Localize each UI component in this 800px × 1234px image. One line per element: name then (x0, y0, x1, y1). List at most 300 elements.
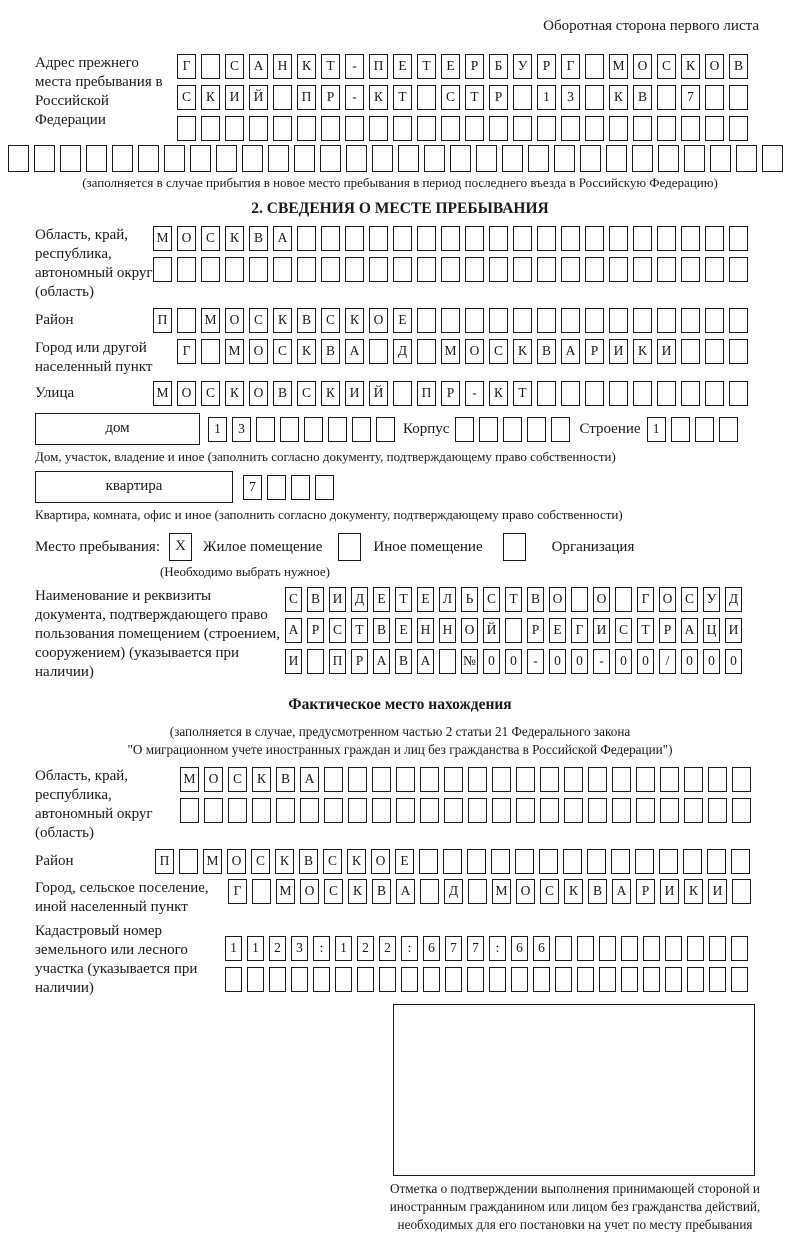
char-box[interactable]: Т (393, 85, 412, 110)
char-box[interactable] (709, 967, 726, 992)
char-box[interactable]: О (300, 879, 319, 904)
char-box[interactable] (585, 116, 604, 141)
char-box[interactable]: Р (351, 649, 368, 674)
char-box[interactable]: М (203, 849, 222, 874)
char-box[interactable] (729, 85, 748, 110)
char-box[interactable]: / (659, 649, 676, 674)
char-box[interactable] (632, 145, 653, 172)
char-box[interactable] (465, 116, 484, 141)
char-box[interactable] (705, 381, 724, 406)
char-box[interactable]: Т (505, 587, 522, 612)
char-box[interactable] (396, 798, 415, 823)
char-box[interactable] (393, 226, 412, 251)
char-box[interactable] (86, 145, 107, 172)
char-box[interactable]: И (657, 339, 676, 364)
char-box[interactable]: В (273, 381, 292, 406)
char-box[interactable] (537, 308, 556, 333)
char-box[interactable]: Д (444, 879, 463, 904)
char-box[interactable] (561, 381, 580, 406)
char-box[interactable] (537, 257, 556, 282)
char-box[interactable]: 7 (467, 936, 484, 961)
char-box[interactable] (8, 145, 29, 172)
char-box[interactable]: Т (465, 85, 484, 110)
char-box[interactable] (609, 257, 628, 282)
char-box[interactable] (585, 381, 604, 406)
char-box[interactable] (34, 145, 55, 172)
char-box[interactable]: Р (527, 618, 544, 643)
char-box[interactable]: Р (659, 618, 676, 643)
char-box[interactable]: А (345, 339, 364, 364)
char-box[interactable] (417, 257, 436, 282)
char-box[interactable]: Л (439, 587, 456, 612)
char-box[interactable] (398, 145, 419, 172)
char-box[interactable]: 7 (243, 475, 262, 500)
char-box[interactable] (225, 116, 244, 141)
char-box[interactable] (599, 936, 616, 961)
char-box[interactable]: М (276, 879, 295, 904)
char-box[interactable]: С (201, 226, 220, 251)
char-box[interactable] (441, 257, 460, 282)
char-box[interactable]: Т (513, 381, 532, 406)
char-box[interactable] (479, 417, 498, 442)
char-box[interactable] (516, 798, 535, 823)
char-box[interactable] (513, 257, 532, 282)
char-box[interactable]: : (489, 936, 506, 961)
char-box[interactable] (585, 54, 604, 79)
char-box[interactable] (502, 145, 523, 172)
char-box[interactable] (636, 767, 655, 792)
char-box[interactable] (420, 767, 439, 792)
char-box[interactable]: М (153, 226, 172, 251)
char-box[interactable]: 3 (291, 936, 308, 961)
char-box[interactable] (476, 145, 497, 172)
char-box[interactable]: 0 (571, 649, 588, 674)
char-box[interactable] (731, 967, 748, 992)
char-box[interactable]: Г (228, 879, 247, 904)
char-box[interactable]: О (249, 381, 268, 406)
char-box[interactable]: Т (637, 618, 654, 643)
char-box[interactable]: 6 (423, 936, 440, 961)
char-box[interactable]: М (441, 339, 460, 364)
char-box[interactable] (417, 116, 436, 141)
char-box[interactable]: К (633, 339, 652, 364)
char-box[interactable]: А (681, 618, 698, 643)
char-box[interactable] (345, 226, 364, 251)
char-box[interactable] (324, 798, 343, 823)
char-box[interactable]: Р (441, 381, 460, 406)
char-box[interactable] (348, 767, 367, 792)
char-box[interactable]: И (660, 879, 679, 904)
char-box[interactable]: В (588, 879, 607, 904)
char-box[interactable] (249, 116, 268, 141)
char-box[interactable] (372, 798, 391, 823)
char-box[interactable]: С (540, 879, 559, 904)
char-box[interactable]: С (297, 381, 316, 406)
char-box[interactable]: Т (321, 54, 340, 79)
char-box[interactable]: О (227, 849, 246, 874)
char-box[interactable] (249, 257, 268, 282)
char-box[interactable]: К (684, 879, 703, 904)
char-box[interactable] (660, 767, 679, 792)
char-box[interactable]: А (373, 649, 390, 674)
char-box[interactable]: Д (393, 339, 412, 364)
char-box[interactable] (633, 226, 652, 251)
char-box[interactable] (705, 308, 724, 333)
char-box[interactable]: И (345, 381, 364, 406)
char-box[interactable] (376, 417, 395, 442)
char-box[interactable]: С (615, 618, 632, 643)
char-box[interactable]: Д (351, 587, 368, 612)
char-box[interactable] (280, 417, 299, 442)
char-box[interactable]: В (527, 587, 544, 612)
char-box[interactable]: Е (395, 849, 414, 874)
char-box[interactable]: 7 (445, 936, 462, 961)
char-box[interactable] (216, 145, 237, 172)
char-box[interactable]: И (593, 618, 610, 643)
char-box[interactable]: : (401, 936, 418, 961)
char-box[interactable]: Е (393, 308, 412, 333)
char-box[interactable] (539, 849, 558, 874)
char-box[interactable]: М (225, 339, 244, 364)
char-box[interactable] (588, 767, 607, 792)
char-box[interactable]: 1 (647, 417, 666, 442)
char-box[interactable]: Г (177, 54, 196, 79)
char-box[interactable] (315, 475, 334, 500)
char-box[interactable]: - (465, 381, 484, 406)
char-box[interactable] (307, 649, 324, 674)
char-box[interactable]: И (725, 618, 742, 643)
char-box[interactable]: П (329, 649, 346, 674)
char-box[interactable]: Д (725, 587, 742, 612)
char-box[interactable]: Р (307, 618, 324, 643)
char-box[interactable]: С (483, 587, 500, 612)
char-box[interactable]: - (593, 649, 610, 674)
char-box[interactable] (489, 308, 508, 333)
char-box[interactable]: О (177, 226, 196, 251)
char-box[interactable] (577, 936, 594, 961)
char-box[interactable]: - (345, 85, 364, 110)
char-box[interactable] (201, 339, 220, 364)
char-box[interactable]: Е (393, 54, 412, 79)
char-box[interactable]: К (273, 308, 292, 333)
char-box[interactable]: С (228, 767, 247, 792)
char-box[interactable] (345, 257, 364, 282)
char-box[interactable]: О (225, 308, 244, 333)
char-box[interactable] (671, 417, 690, 442)
char-box[interactable]: 2 (379, 936, 396, 961)
char-box[interactable]: К (345, 308, 364, 333)
char-box[interactable]: В (373, 618, 390, 643)
char-box[interactable] (369, 257, 388, 282)
char-box[interactable]: В (321, 339, 340, 364)
char-box[interactable]: С (489, 339, 508, 364)
char-box[interactable] (297, 257, 316, 282)
char-box[interactable] (561, 116, 580, 141)
char-box[interactable] (681, 308, 700, 333)
char-box[interactable] (633, 381, 652, 406)
char-box[interactable]: У (513, 54, 532, 79)
char-box[interactable] (684, 798, 703, 823)
char-box[interactable]: А (612, 879, 631, 904)
char-box[interactable]: Ь (461, 587, 478, 612)
char-box[interactable]: 1 (537, 85, 556, 110)
char-box[interactable] (369, 226, 388, 251)
char-box[interactable] (513, 116, 532, 141)
char-box[interactable] (615, 587, 632, 612)
char-box[interactable]: Б (489, 54, 508, 79)
char-box[interactable]: 1 (247, 936, 264, 961)
char-box[interactable]: 0 (505, 649, 522, 674)
char-box[interactable]: И (285, 649, 302, 674)
char-box[interactable] (612, 767, 631, 792)
char-box[interactable] (537, 116, 556, 141)
char-box[interactable] (657, 381, 676, 406)
char-box[interactable]: Р (585, 339, 604, 364)
char-box[interactable]: Й (369, 381, 388, 406)
char-box[interactable] (417, 85, 436, 110)
char-box[interactable]: У (703, 587, 720, 612)
char-box[interactable]: Р (636, 879, 655, 904)
char-box[interactable]: Р (321, 85, 340, 110)
char-box[interactable] (540, 798, 559, 823)
char-box[interactable] (633, 116, 652, 141)
char-box[interactable] (401, 967, 418, 992)
char-box[interactable]: Е (417, 587, 434, 612)
char-box[interactable]: 0 (681, 649, 698, 674)
char-box[interactable] (580, 145, 601, 172)
char-box[interactable] (346, 145, 367, 172)
char-box[interactable] (177, 116, 196, 141)
char-box[interactable]: : (313, 936, 330, 961)
char-box[interactable] (684, 145, 705, 172)
char-box[interactable] (657, 257, 676, 282)
char-box[interactable]: Г (177, 339, 196, 364)
char-box[interactable] (687, 967, 704, 992)
char-box[interactable] (489, 116, 508, 141)
char-box[interactable]: К (489, 381, 508, 406)
char-box[interactable]: 2 (357, 936, 374, 961)
char-box[interactable] (681, 339, 700, 364)
char-box[interactable]: В (307, 587, 324, 612)
char-box[interactable] (633, 257, 652, 282)
char-box[interactable]: А (249, 54, 268, 79)
char-box[interactable]: С (201, 381, 220, 406)
char-box[interactable] (606, 145, 627, 172)
char-box[interactable] (369, 339, 388, 364)
char-box[interactable] (276, 798, 295, 823)
char-box[interactable] (577, 967, 594, 992)
char-box[interactable] (633, 308, 652, 333)
char-box[interactable] (555, 967, 572, 992)
char-box[interactable] (563, 849, 582, 874)
char-box[interactable]: П (297, 85, 316, 110)
char-box[interactable]: И (225, 85, 244, 110)
char-box[interactable] (294, 145, 315, 172)
char-box[interactable]: А (273, 226, 292, 251)
char-box[interactable] (379, 967, 396, 992)
char-box[interactable] (585, 226, 604, 251)
char-box[interactable] (467, 849, 486, 874)
char-box[interactable] (455, 417, 474, 442)
char-box[interactable] (372, 767, 391, 792)
char-box[interactable]: Й (483, 618, 500, 643)
char-box[interactable] (153, 257, 172, 282)
char-box[interactable]: 1 (335, 936, 352, 961)
char-box[interactable] (621, 967, 638, 992)
char-box[interactable]: А (300, 767, 319, 792)
char-box[interactable] (164, 145, 185, 172)
char-box[interactable] (252, 798, 271, 823)
char-box[interactable] (658, 145, 679, 172)
char-box[interactable] (511, 967, 528, 992)
char-box[interactable] (256, 417, 275, 442)
char-box[interactable] (468, 798, 487, 823)
char-box[interactable]: А (285, 618, 302, 643)
char-box[interactable] (571, 587, 588, 612)
char-box[interactable]: В (537, 339, 556, 364)
char-box[interactable] (683, 849, 702, 874)
char-box[interactable]: Т (395, 587, 412, 612)
char-box[interactable]: 3 (232, 417, 251, 442)
char-box[interactable] (513, 226, 532, 251)
char-box[interactable]: Р (465, 54, 484, 79)
char-box[interactable]: Н (417, 618, 434, 643)
char-box[interactable]: В (395, 649, 412, 674)
char-box[interactable]: К (252, 767, 271, 792)
char-box[interactable]: В (729, 54, 748, 79)
char-box[interactable] (681, 381, 700, 406)
char-box[interactable]: 0 (549, 649, 566, 674)
char-box[interactable] (489, 226, 508, 251)
char-box[interactable]: К (225, 381, 244, 406)
char-box[interactable]: О (593, 587, 610, 612)
char-box[interactable]: О (177, 381, 196, 406)
char-box[interactable]: С (177, 85, 196, 110)
char-box[interactable] (112, 145, 133, 172)
char-box[interactable] (445, 967, 462, 992)
char-box[interactable]: Е (395, 618, 412, 643)
char-box[interactable] (297, 116, 316, 141)
char-box[interactable] (505, 618, 522, 643)
char-box[interactable]: С (321, 308, 340, 333)
char-box[interactable] (420, 879, 439, 904)
char-box[interactable] (439, 649, 456, 674)
char-box[interactable]: 7 (681, 85, 700, 110)
checkbox-other-premises[interactable] (338, 533, 361, 561)
char-box[interactable]: О (633, 54, 652, 79)
char-box[interactable] (585, 257, 604, 282)
char-box[interactable] (177, 257, 196, 282)
char-box[interactable] (273, 257, 292, 282)
char-box[interactable] (357, 967, 374, 992)
checkbox-organization[interactable] (503, 533, 526, 561)
char-box[interactable] (352, 417, 371, 442)
char-box[interactable]: 1 (225, 936, 242, 961)
char-box[interactable] (291, 475, 310, 500)
char-box[interactable] (417, 308, 436, 333)
char-box[interactable] (201, 257, 220, 282)
char-box[interactable] (489, 967, 506, 992)
char-box[interactable] (492, 767, 511, 792)
char-box[interactable] (729, 226, 748, 251)
char-box[interactable]: О (705, 54, 724, 79)
char-box[interactable]: О (371, 849, 390, 874)
char-box[interactable] (585, 308, 604, 333)
char-box[interactable] (441, 226, 460, 251)
char-box[interactable] (681, 257, 700, 282)
char-box[interactable] (228, 798, 247, 823)
char-box[interactable] (657, 116, 676, 141)
char-box[interactable] (345, 116, 364, 141)
char-box[interactable] (513, 85, 532, 110)
char-box[interactable] (551, 417, 570, 442)
char-box[interactable] (705, 226, 724, 251)
char-box[interactable] (393, 381, 412, 406)
char-box[interactable] (328, 417, 347, 442)
char-box[interactable] (420, 798, 439, 823)
char-box[interactable] (708, 798, 727, 823)
char-box[interactable] (201, 54, 220, 79)
char-box[interactable] (665, 936, 682, 961)
char-box[interactable] (695, 417, 714, 442)
char-box[interactable] (762, 145, 783, 172)
char-box[interactable] (643, 967, 660, 992)
char-box[interactable] (443, 849, 462, 874)
char-box[interactable] (503, 417, 522, 442)
char-box[interactable] (612, 798, 631, 823)
char-box[interactable] (732, 798, 751, 823)
char-box[interactable] (588, 798, 607, 823)
char-box[interactable]: Т (351, 618, 368, 643)
char-box[interactable]: О (549, 587, 566, 612)
char-box[interactable]: К (321, 381, 340, 406)
char-box[interactable] (585, 85, 604, 110)
char-box[interactable] (705, 116, 724, 141)
char-box[interactable] (513, 308, 532, 333)
char-box[interactable] (643, 936, 660, 961)
char-box[interactable] (273, 116, 292, 141)
char-box[interactable] (621, 936, 638, 961)
char-box[interactable] (335, 967, 352, 992)
char-box[interactable]: К (348, 879, 367, 904)
char-box[interactable] (732, 767, 751, 792)
char-box[interactable]: - (345, 54, 364, 79)
char-box[interactable] (60, 145, 81, 172)
char-box[interactable] (491, 849, 510, 874)
char-box[interactable] (267, 475, 286, 500)
char-box[interactable]: О (516, 879, 535, 904)
char-box[interactable] (657, 308, 676, 333)
char-box[interactable]: С (681, 587, 698, 612)
char-box[interactable]: А (396, 879, 415, 904)
char-box[interactable] (321, 116, 340, 141)
char-box[interactable] (313, 967, 330, 992)
char-box[interactable]: 3 (561, 85, 580, 110)
char-box[interactable]: М (180, 767, 199, 792)
char-box[interactable]: 0 (615, 649, 632, 674)
char-box[interactable] (372, 145, 393, 172)
char-box[interactable] (609, 116, 628, 141)
char-box[interactable] (252, 879, 271, 904)
char-box[interactable]: В (299, 849, 318, 874)
char-box[interactable]: С (251, 849, 270, 874)
char-box[interactable] (489, 257, 508, 282)
char-box[interactable] (348, 798, 367, 823)
char-box[interactable] (515, 849, 534, 874)
char-box[interactable] (707, 849, 726, 874)
char-box[interactable]: 6 (533, 936, 550, 961)
char-box[interactable]: С (323, 849, 342, 874)
